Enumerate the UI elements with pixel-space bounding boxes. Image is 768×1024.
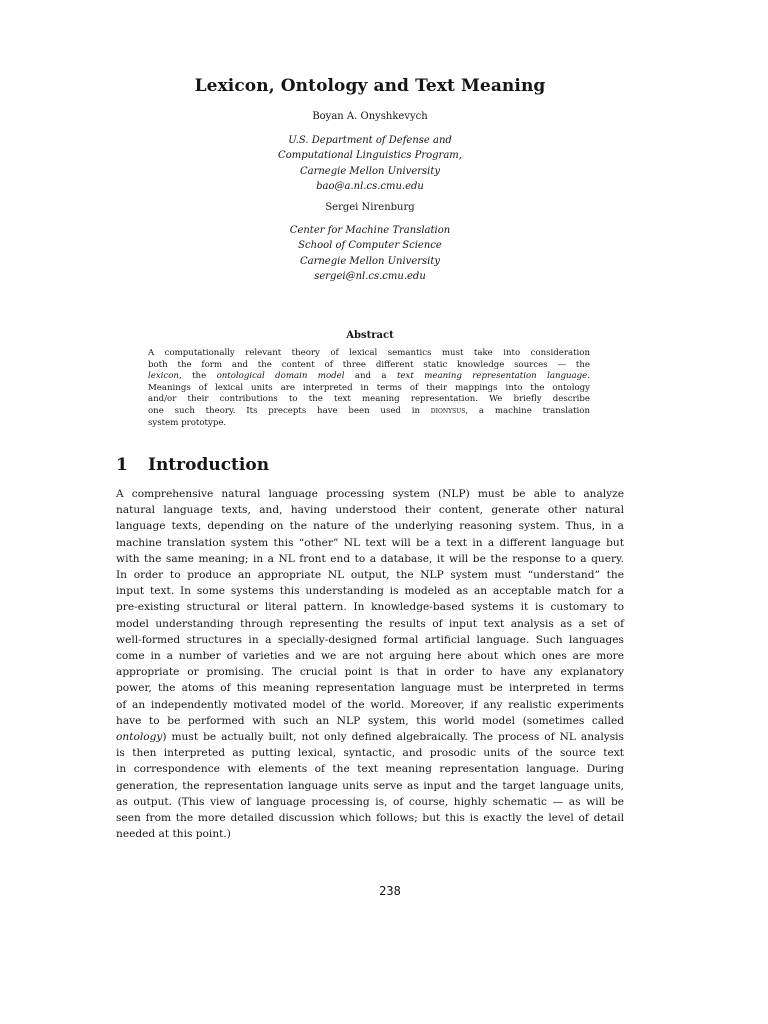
text-line: generation, the representation language units serve as input and the target language units,: [116, 779, 624, 792]
section-number: 1: [116, 455, 128, 475]
text-line: is then interpreted as putting lexical, syntactic, and prosodic units of the source text: [116, 747, 624, 760]
text-line: input text. In some systems this understanding is modeled as an acceptable match for a: [116, 585, 624, 598]
section-title: Introduction: [148, 455, 270, 475]
emphasis: text meaning representation language: [396, 371, 588, 382]
text-line: natural language texts, and, having understood their content, generate other natural: [116, 504, 624, 517]
author-name: Sergei Nirenburg: [325, 202, 415, 213]
text-line: power, the atoms of this meaning representation language must be interpreted in terms: [116, 682, 624, 695]
text-line: A computationally relevant theory of lexical semantics must take into consideration: [148, 348, 590, 358]
text-line: lexicon, the ontological domain model and a text meaning representation language.: [148, 371, 590, 382]
affiliation-line: Center for Machine Translation: [289, 225, 451, 236]
text-line: model understanding through representing the results of input text analysis as a set of: [116, 617, 624, 630]
text-line: well-formed structures in a specially-designed formal artificial language. Such languages: [116, 633, 624, 646]
text-line: ontology) must be actually built, not only defined algebraically. The process of NL analysis: [116, 731, 624, 744]
text-line: pre-existing structural or literal pattern. In knowledge-based systems it is customary to: [116, 601, 624, 614]
author-email: sergei@nl.cs.cmu.edu: [314, 271, 426, 283]
emphasis: ontology: [116, 731, 163, 744]
abstract-text: [148, 348, 590, 429]
text-line: with the same meaning; in a NL front end to a database, it will be the response to a query.: [116, 552, 624, 565]
text-line: come in a number of varieties and we are not arguing here about which ones are more: [116, 650, 624, 663]
section-heading: [116, 455, 269, 475]
text-line: In order to produce an appropriate NL output, the NLP system must “understand” the: [116, 569, 624, 582]
text-line: A comprehensive natural language processing system (NLP) must be able to analyze: [116, 488, 624, 500]
text-line: appropriate or promising. The crucial point is that in order to have any explanatory: [116, 666, 624, 679]
text-line: Meanings of lexical units are interpreted in terms of their mappings into the ontology: [148, 382, 590, 393]
affiliation-line: Carnegie Mellon University: [299, 165, 441, 177]
affiliation-line: School of Computer Science: [298, 240, 442, 252]
text-line: seen from the more detailed discussion which follows; but this is exactly the level of detail: [116, 812, 624, 825]
text-line: machine translation system this “other” NL text will be a text in a different language but: [116, 536, 624, 549]
text-line: have to be performed with such an NLP system, this world model (sometimes called: [116, 714, 624, 727]
author-affiliation: [0, 223, 740, 285]
text-line: both the form and the content of three different static knowledge sources — the: [148, 359, 590, 370]
author-email: bao@a.nl.cs.cmu.edu: [316, 181, 424, 193]
affiliation-line: Computational Linguistics Program,: [278, 150, 462, 162]
emphasis: ontological domain model: [216, 371, 345, 382]
affiliation-line: U.S. Department of Defense and: [288, 135, 452, 146]
affiliation-line: Carnegie Mellon University: [299, 255, 441, 267]
text-line: of an independently motivated model of the world. Moreover, if any realistic experiments: [116, 698, 624, 711]
paper-title: Lexicon, Ontology and Text Meaning: [194, 76, 546, 96]
introduction-text: [116, 486, 624, 842]
page-number: 238: [379, 884, 401, 898]
text-line: one such theory. Its precepts have been used in dionysus, a machine translation: [148, 405, 591, 416]
small-caps: dionysus: [430, 405, 466, 416]
text-line: language texts, depending on the nature of the underlying reasoning system. Thus, in a: [116, 520, 624, 533]
text-line: system prototype.: [148, 417, 227, 428]
text-line: in correspondence with elements of the text meaning representation language. During: [116, 763, 624, 776]
text-line: as output. (This view of language processing is, of course, highly schematic — as will be: [116, 795, 624, 808]
text-line: and/or their contributions to the text meaning representation. We briefly describe: [148, 394, 590, 405]
author-affiliation: [0, 133, 740, 195]
emphasis: lexicon: [148, 371, 179, 382]
abstract-heading: Abstract: [346, 330, 394, 341]
text-line: needed at this point.): [116, 828, 231, 841]
author-name: Boyan A. Onyshkevych: [312, 111, 428, 122]
